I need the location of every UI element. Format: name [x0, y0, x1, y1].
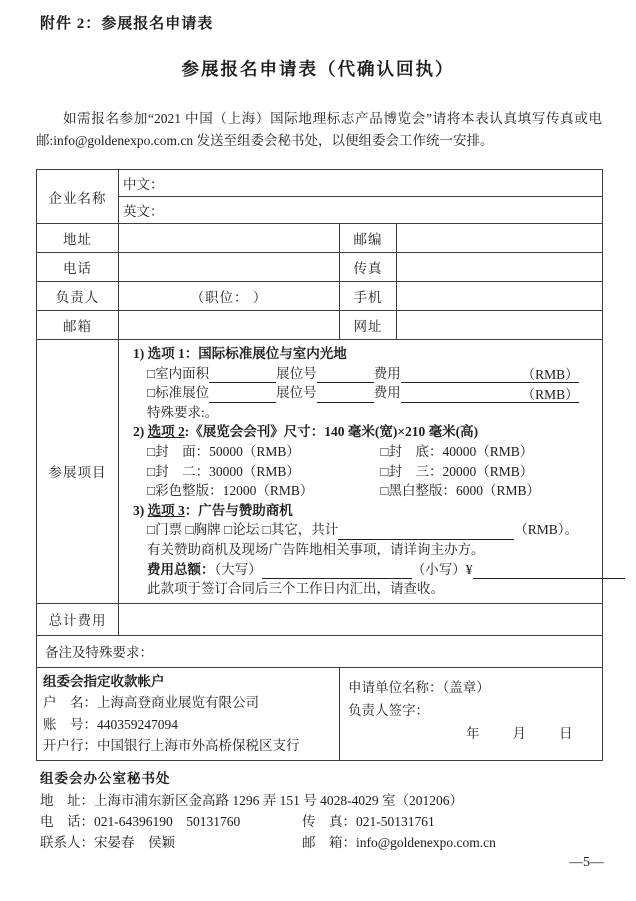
registration-form-table — [36, 169, 603, 761]
option2-title — [133, 422, 602, 442]
indoor-area-checkbox-label: □室内面积 — [147, 365, 210, 381]
cover-two-item — [147, 462, 377, 482]
mobile-label: 手机 — [340, 282, 397, 311]
cover-back-label: □封 底： — [380, 443, 443, 459]
company-name-cn-cell: 中文： — [119, 170, 603, 197]
attachment-heading: 附件 2：参展报名申请表 — [40, 16, 214, 32]
mobile-value-cell — [397, 282, 603, 311]
address-row — [37, 224, 603, 253]
website-label: 网址 — [340, 311, 397, 340]
total-fee-label: 总计费用 — [37, 603, 119, 635]
total-amount-label: 费用总额： — [147, 561, 215, 577]
cover-two-price: 30000（RMB） — [209, 463, 300, 479]
sponsor-options-line — [133, 520, 602, 540]
option1-title: 1) 选项 1：国际标准展位与室内光地 — [133, 346, 347, 361]
total-fee-value-cell — [119, 603, 603, 635]
footer-secretariat — [40, 768, 606, 853]
company-name-row-en — [37, 197, 603, 224]
postcode-label: 邮编 — [340, 224, 397, 253]
option2-rest: :《展览会会刊》尺寸：140 毫米(宽)×210 毫米(高) — [184, 424, 479, 440]
booth-no-blank-1 — [317, 367, 374, 383]
cover-front-label: □封 面： — [147, 443, 210, 459]
fee-label-2: 费用 — [373, 385, 401, 401]
footer-phone: 电 话：021-64396190 50131760 — [40, 814, 241, 829]
booth-no-label-2: 展位号 — [276, 385, 317, 401]
sponsor-total-blank — [338, 524, 514, 540]
footer-address-line — [40, 790, 606, 811]
exhibit-items-label: 参展项目 — [37, 340, 119, 604]
address-label: 地址 — [37, 224, 119, 253]
color-page-label: □彩色整版： — [147, 483, 223, 499]
page-title: 参展报名申请表（代确认回执） — [181, 59, 455, 79]
special-requirements-line: 特殊要求:。 — [147, 404, 219, 420]
bank-applicant-row — [37, 667, 603, 760]
footer-email: 邮 箱：info@goldenexpo.com.cn — [302, 835, 496, 850]
cover-two-label: □封 二： — [147, 463, 210, 479]
applicant-cell — [340, 667, 603, 760]
email-label: 邮箱 — [37, 311, 119, 340]
cover-three-label: □封 三： — [380, 463, 443, 479]
phone-label: 电话 — [37, 253, 119, 282]
option2-num: 2) — [133, 424, 148, 440]
bank-account-name: 户 名：上海高登商业展览有限公司 — [43, 695, 259, 711]
cover-three-price: 20000（RMB） — [442, 463, 534, 479]
bw-page-item — [380, 481, 540, 501]
bw-page-label: □黑白整版： — [380, 483, 457, 499]
page-number: —5— — [569, 855, 604, 870]
sponsor-rmb-label: （RMB）。 — [514, 522, 579, 538]
option2-underlined: 选项 2 — [147, 424, 185, 440]
option1-booth-row-2 — [133, 383, 602, 403]
catalog-price-row-3 — [133, 481, 602, 501]
phone-value-cell — [119, 253, 340, 282]
option3-title — [133, 501, 602, 521]
standard-booth-blank — [209, 387, 276, 403]
company-name-en-cell: 英文： — [119, 197, 603, 224]
cover-back-item — [380, 442, 533, 462]
company-name-label: 企业名称 — [37, 170, 119, 224]
amount-daxie-blank — [262, 563, 412, 579]
applicant-unit-label: 申请单位名称：（盖章） — [348, 679, 490, 695]
exhibit-items-content — [119, 340, 603, 604]
sponsor-note-line: 有关赞助商机及现场广告阵地相关事项，请详询主办方。 — [147, 541, 485, 557]
cover-front-price: 50000（RMB） — [209, 443, 300, 459]
indoor-area-blank — [209, 367, 276, 383]
amount-xiaoxie-label: （小写）¥ — [411, 561, 473, 577]
fee-label-1: 费用 — [373, 365, 401, 381]
booth-no-label-1: 展位号 — [276, 365, 317, 381]
website-value-cell — [397, 311, 603, 340]
payment-note-line: 此款项于签订合同后三个工作日内汇出，请查收。 — [147, 581, 444, 597]
footer-contact-line — [40, 832, 606, 853]
option1-booth-row-1 — [133, 364, 602, 384]
footer-address: 地 址：上海市浦东新区金高路 1296 弄 151 号 4028-4029 室（201206） — [40, 793, 463, 808]
applicant-date-label: 年 月 日 — [466, 725, 575, 741]
total-amount-line — [133, 560, 602, 580]
fee-blank-1: （RMB） — [401, 367, 579, 383]
bank-branch: 开户行：中国银行上海市外高桥保税区支行 — [43, 738, 300, 754]
position-cell: （职位： ） — [119, 282, 340, 311]
catalog-price-row-1 — [133, 442, 602, 462]
fax-value-cell — [397, 253, 603, 282]
phone-row — [37, 253, 603, 282]
fax-label: 传真 — [340, 253, 397, 282]
amount-daxie-label: （大写） — [214, 561, 262, 577]
footer-contacts: 联系人：宋晏春 侯颖 — [40, 835, 175, 850]
bank-title: 组委会指定收款帐户 — [43, 673, 165, 689]
fee-blank-2: （RMB） — [401, 387, 579, 403]
sponsor-checkboxes-label: □门票 □胸牌 □论坛 □其它，共计 — [147, 522, 339, 538]
option3-rest: ：广告与赞助商机 — [184, 502, 293, 518]
company-name-row-cn — [37, 170, 603, 197]
email-row — [37, 311, 603, 340]
total-fee-row — [37, 603, 603, 635]
manager-row — [37, 282, 603, 311]
postcode-value-cell — [397, 224, 603, 253]
remarks-cell: 备注及特殊要求： — [37, 635, 603, 667]
bank-account-number: 账 号：440359247094 — [43, 716, 178, 732]
manager-label: 负责人 — [37, 282, 119, 311]
footer-phone-line — [40, 811, 606, 832]
email-value-cell — [119, 311, 340, 340]
cover-front-item — [147, 442, 377, 462]
bank-account-cell — [37, 667, 340, 760]
exhibit-items-row — [37, 340, 603, 604]
cover-three-item — [380, 462, 533, 482]
cover-back-price: 40000（RMB） — [442, 443, 534, 459]
booth-no-blank-2 — [317, 387, 374, 403]
amount-xiaoxie-blank — [473, 563, 625, 579]
standard-booth-checkbox-label: □标准展位 — [147, 385, 210, 401]
remarks-row — [37, 635, 603, 667]
applicant-sign-label: 负责人签字： — [348, 702, 429, 718]
footer-fax: 传 真：021-50131761 — [302, 814, 435, 829]
intro-paragraph: 如需报名参加“2021 中国（上海）国际地理标志产品博览会”请将本表认真填写传真或电邮:info@goldenexpo.com.cn 发送至组委会秘书处，以便组委会工作统一安排。 — [36, 111, 602, 148]
address-value-cell — [119, 224, 340, 253]
color-page-price: 12000（RMB） — [222, 483, 314, 499]
bw-page-price: 6000（RMB） — [456, 483, 541, 499]
footer-title: 组委会办公室秘书处 — [40, 771, 171, 786]
option3-underlined: 选项 3 — [147, 502, 185, 518]
color-page-item — [147, 481, 377, 501]
option3-num: 3) — [133, 502, 148, 518]
catalog-price-row-2 — [133, 462, 602, 482]
